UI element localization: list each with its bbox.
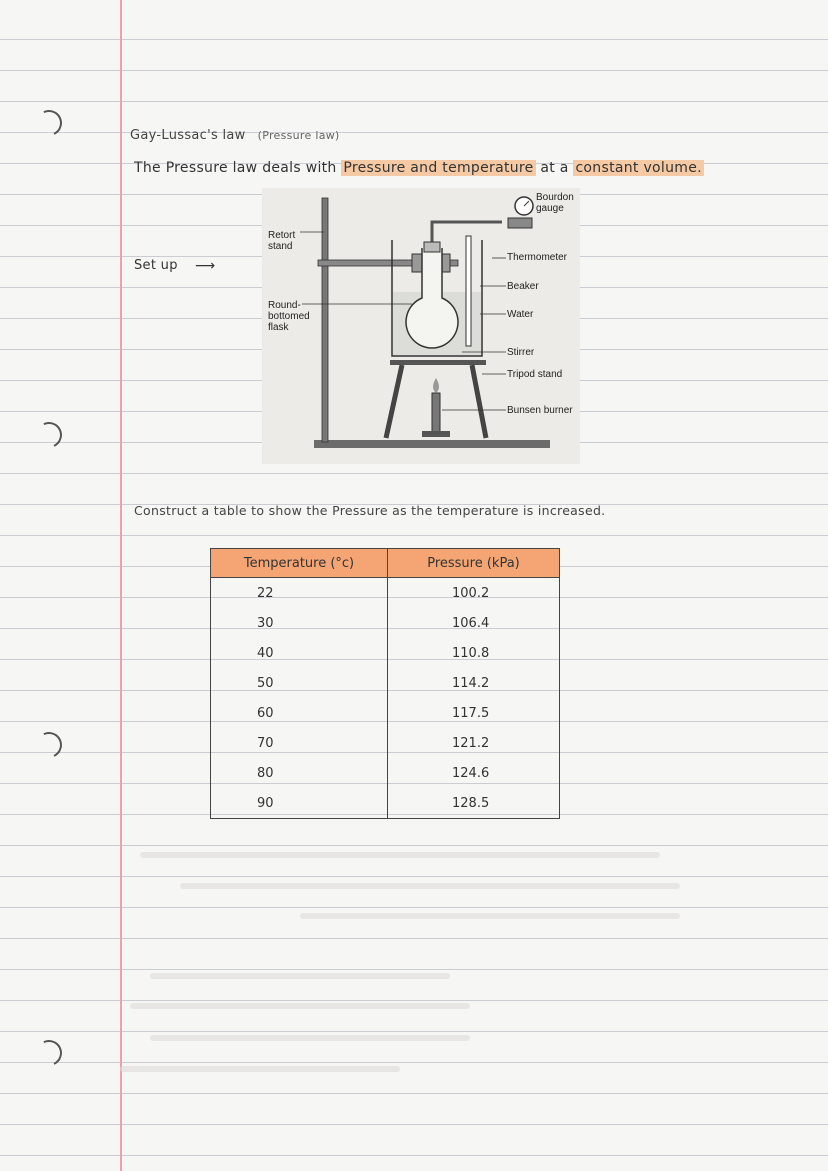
label-stirrer: Stirrer [507,347,535,358]
label-water: Water [507,309,534,320]
table-row [211,788,560,819]
table-row [211,578,560,609]
pressure-cell: 124.6 [388,758,560,788]
setup-label: Set up [134,258,178,273]
show-through-mark [140,852,660,858]
pressure-temperature-table [210,548,560,819]
show-through-mark [180,883,680,889]
pressure-cell: 114.2 [388,668,560,698]
label-tripod-stand: Tripod stand [507,369,563,380]
pressure-cell: 110.8 [388,638,560,668]
intro-highlight-1: Pressure and temperature [343,160,534,176]
table-row [211,668,560,698]
table-row [211,728,560,758]
table-row [211,698,560,728]
temperature-cell: 70 [211,728,388,758]
table-instruction: Construct a table to show the Pressure as the temperature is increased. [134,503,606,518]
intro-highlight-2: constant volume. [575,160,702,176]
column-header-temperature: Temperature (°c) [211,549,388,578]
page-title [130,128,340,143]
temperature-cell: 50 [211,668,388,698]
show-through-mark [300,913,680,919]
title-text: Gay-Lussac's law [130,128,246,143]
label-bourdon-gauge: Bourdon gauge [536,192,574,214]
label-thermometer: Thermometer [507,252,568,263]
table-row [211,608,560,638]
right-arrow-icon: ⟶ [195,258,216,274]
show-through-mark [150,973,450,979]
label-round-bottomed-flask: Round- bottomed flask [268,300,310,333]
intro-middle: at a [540,160,569,176]
margin-line [120,0,122,1171]
pressure-cell: 100.2 [388,578,560,609]
intro-sentence [134,160,704,176]
column-header-pressure: Pressure (kPa) [388,549,560,578]
show-through-mark [120,1066,400,1072]
temperature-cell: 90 [211,788,388,819]
show-through-mark [150,1035,470,1041]
show-through-mark [130,1003,470,1009]
temperature-cell: 30 [211,608,388,638]
temperature-cell: 80 [211,758,388,788]
label-retort-stand: Retort stand [268,230,296,252]
intro-before: The Pressure law deals with [134,160,337,176]
temperature-cell: 22 [211,578,388,609]
temperature-cell: 60 [211,698,388,728]
pressure-cell: 128.5 [388,788,560,819]
apparatus-diagram [262,188,580,464]
pressure-cell: 117.5 [388,698,560,728]
label-bunsen-burner: Bunsen burner [507,405,573,416]
pressure-cell: 106.4 [388,608,560,638]
pressure-cell: 121.2 [388,728,560,758]
temperature-cell: 40 [211,638,388,668]
label-beaker: Beaker [507,281,539,292]
title-subtitle: (Pressure law) [257,129,340,142]
table-row [211,638,560,668]
table-row [211,758,560,788]
